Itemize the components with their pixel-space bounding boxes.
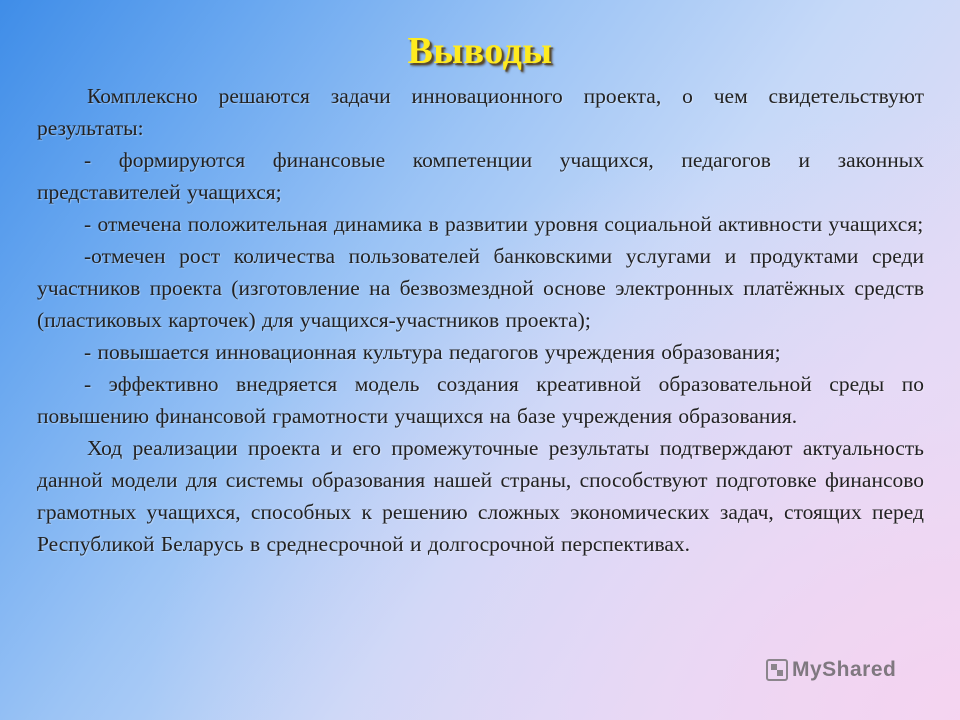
slide-title: Выводы: [407, 30, 553, 72]
slide-body: [37, 80, 924, 560]
watermark-text: MyShared: [792, 658, 897, 681]
conclusion-paragraph: Ход реализации проекта и его промежуточные результаты подтверждают актуальность данной модели для системы образования нашей страны, способствуют подготовке финансово грамотных учащихся, способных к решению сложных экономических задач, стоящих перед Республикой Беларусь в среднесрочной и долгосрочной перспективах.: [37, 436, 924, 556]
myshared-logo-icon: [766, 659, 788, 681]
result-item-social-activity: - отмечена положительная динамика в развитии уровня социальной активности учащихся;: [84, 212, 924, 236]
result-item-financial-competence: - формируются финансовые компетенции учащихся, педагогов и законных представителей учащихся;: [37, 148, 924, 204]
intro-paragraph: Комплексно решаются задачи инновационного проекта, о чем свидетельствуют результаты:: [37, 84, 924, 140]
watermark: [766, 658, 896, 682]
result-item-creative-environment: - эффективно внедряется модель создания креативной образовательной среды по повышению финансовой грамотности учащихся на базе учреждения образования.: [37, 372, 924, 428]
result-item-banking-users: -отмечен рост количества пользователей банковскими услугами и продуктами среди участников проекта (изготовление на безвозмездной основе электронных платёжных средств (пластиковых карточек) для учащихся-участников проекта);: [37, 244, 924, 332]
result-item-innovation-culture: - повышается инновационная культура педагогов учреждения образования;: [84, 340, 781, 364]
